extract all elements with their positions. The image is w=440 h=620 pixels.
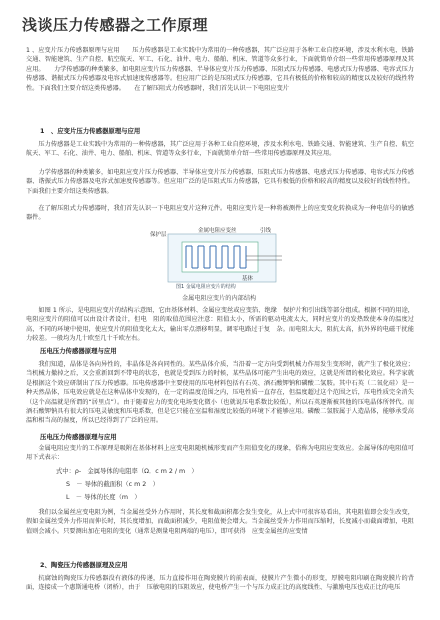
intro-paragraph: 1 、应变片压力传感器原理与应用 压力传感器是工业实践中为常用的一种传感器，其广泛应用于各种工业自控环境，涉及水利水电、铁路交通、智能建筑、生产自控、航空航天、军工、石化、油井、电力、船舶、机床、管道等众多行业，下面就简单介绍一些常用传感器原理及其应用。 力学传感器的种类繁多，如电阻应变片压力传感器、半导体应变片压力传感器、压阻式压力传感器、电感式压力传感器、电容式压力传感器、谐振式压力传感器及电容式加速度传感器等。但应用广泛的是压阻式压力传感器，它具有极低的价格和较高的精度以及较好的线性特性。下面我们主要介绍这类传感器。 在了解压阻式力传感器时，我们首先认识一下电阻应变片	[26, 47, 414, 92]
paragraph-2: 力学传感器的种类繁多，如电阻应变片压力传感器、半导体应变片压力传感器、压阻式压力传感器、电感式压力传感器、电容式压力传感器、谐振式压力传感器及电容式加速度传感器等。但应用广泛的是压阻式压力传感器，它具有极低的价格和较高的精度以及较好的线性特性。下面我们主要介绍这类传感器。	[26, 169, 414, 195]
section-heading-piezo-2: 压电压力传感器原理与应用	[40, 433, 117, 441]
strain-gauge-figure	[148, 226, 288, 290]
formula-length: L － 导体的长度（m ）	[66, 494, 141, 501]
section-heading-piezo-1: 压电压力传感器原理与应用	[40, 347, 117, 355]
paragraph-6: 金属电阻应变片的工作原理是吸附在基体材料上应变电阻随机械形变而产生阻值变化的现象，俗称为电阻应变效应。金属导体的电阻值可用下式表示：	[26, 445, 414, 462]
paragraph-1: 压力传感器是工业实践中为常用的一种传感器，其广泛应用于各种工业自控环境，涉及水利水电、铁路交通、智能建筑、生产自控、航空航天、军工、石化、油井、电力、船舶、机床、管道等众多行业，下面就简单介绍一些常用传感器原理及其应用。	[26, 141, 414, 158]
label-lead-wire: 引线	[260, 228, 272, 234]
paragraph-7: 我们以金属丝应变电阻为例，当金属丝受外力作用时，其长度和截面积都会发生变化，从上式中可很容易看出，其电阻值即会发生改变，假如金属丝受外力作用而伸长时，其长度增加，而截面积减少，电阻值便会增大。当金属丝受外力作用而压缩时，长度减小而截面增加，电阻值则会减小。只要测出加在电阻的变化（通常是测量电阻两端的电压），即可获得 应变金属丝的应变情	[26, 509, 414, 535]
formula-area: S － 导体的截面积（c m 2 ）	[66, 481, 159, 488]
paragraph-3: 在了解压阻式力传感器时，我们首先认识一下电阻应变片这种元件。电阻应变片是一种将被测件上的应变变化转换成为一种电信号的敏感器件。	[26, 205, 414, 222]
paragraph-5: 我们知道，晶体是各向异性的，非晶体是各向同性的。某些晶体介质，当沿着一定方向受到机械力作用发生变形时，就产生了极化效应；当机械力撤掉之后，又会重新回到不带电的状态，也就是受到压力的时候，某些晶体可能产生出电的效应，这就是所谓的极化效应。科学家就是根据这个效应研制出了压力传感器。压电传感器中主要使用的压电材料包括有石英、酒石酸钾钠和磷酸二氢胺。其中石英（二氧化硅）是一种天然晶体，压电效应就是在这种晶体中发现的，在一定的温度范围之内，压电性质一直存在，但温度超过这个范围之后，压电性质完全消失（这个高温就是所谓的“居里点”）。由于随着应力的变化电场变化微小（也就说压电系数比较低），所以石英逐渐被其他的压电晶体所替代。而酒石酸钾钠具有很大的压电灵敏度和压电系数，但是它只能在室温和湿度比较低的环境下才能够应用。磷酸二氢胺属于人造晶体，能够承受高温和相当高的湿度，所以已经得到了广泛的应用。	[26, 361, 414, 425]
figure-inner-caption: 图1 金属电阻应变片的结构	[176, 284, 236, 290]
figure-caption: 金属电阻应变片的内部结构	[182, 295, 257, 302]
label-resistance-wire: 金属电阻应变丝	[198, 228, 237, 234]
section-heading-strain: 1 、应变片压力传感器原理与应用	[40, 127, 141, 135]
page-title: 浅谈压力传感器之工作原理	[22, 16, 209, 34]
label-protective-layer: 保护层	[150, 232, 167, 238]
formula-rho: 式中：ρ- 金属导体的电阻率（Ω．c m 2 / m ）	[56, 468, 198, 475]
paragraph-4: 如图 1 所示，是电阻应变片的结构示意图，它由基体材料、金属应变丝或应变箔、绝缘 保护片和引出线等部分组成。根据不同的用途，电阻应变片的阻值可以由设计者设计，但电 阻的取值范围应注意：阻值太小，所需的驱动电流太大，同时应变片的发热致使本身的温度过高，不同的环境中使用，使应变片的阻值变化太大，输出零点漂移明显，调零电路过于复 杂。而电阻太大，阻抗太高，抗外界的电磁干扰能力较差。一般均为几十欧至几十千欧左右。	[26, 307, 414, 343]
paragraph-8: 抗腐蚀的陶瓷压力传感器没有液体的传递，压力直接作用在陶瓷膜片的前表面，使膜片产生微小的形变，厚膜电阻印刷在陶瓷膜片的背面，连接成一个惠斯通电桥（闭桥），由于 压敏电阻的压阻效应，使电桥产生一个与压力成正比的高度线性、与激励电压也成正比的电压	[26, 575, 414, 592]
section-heading-ceramic: 2、陶瓷压力传感器原理及应用	[40, 561, 128, 569]
label-substrate: 基体	[242, 276, 254, 282]
